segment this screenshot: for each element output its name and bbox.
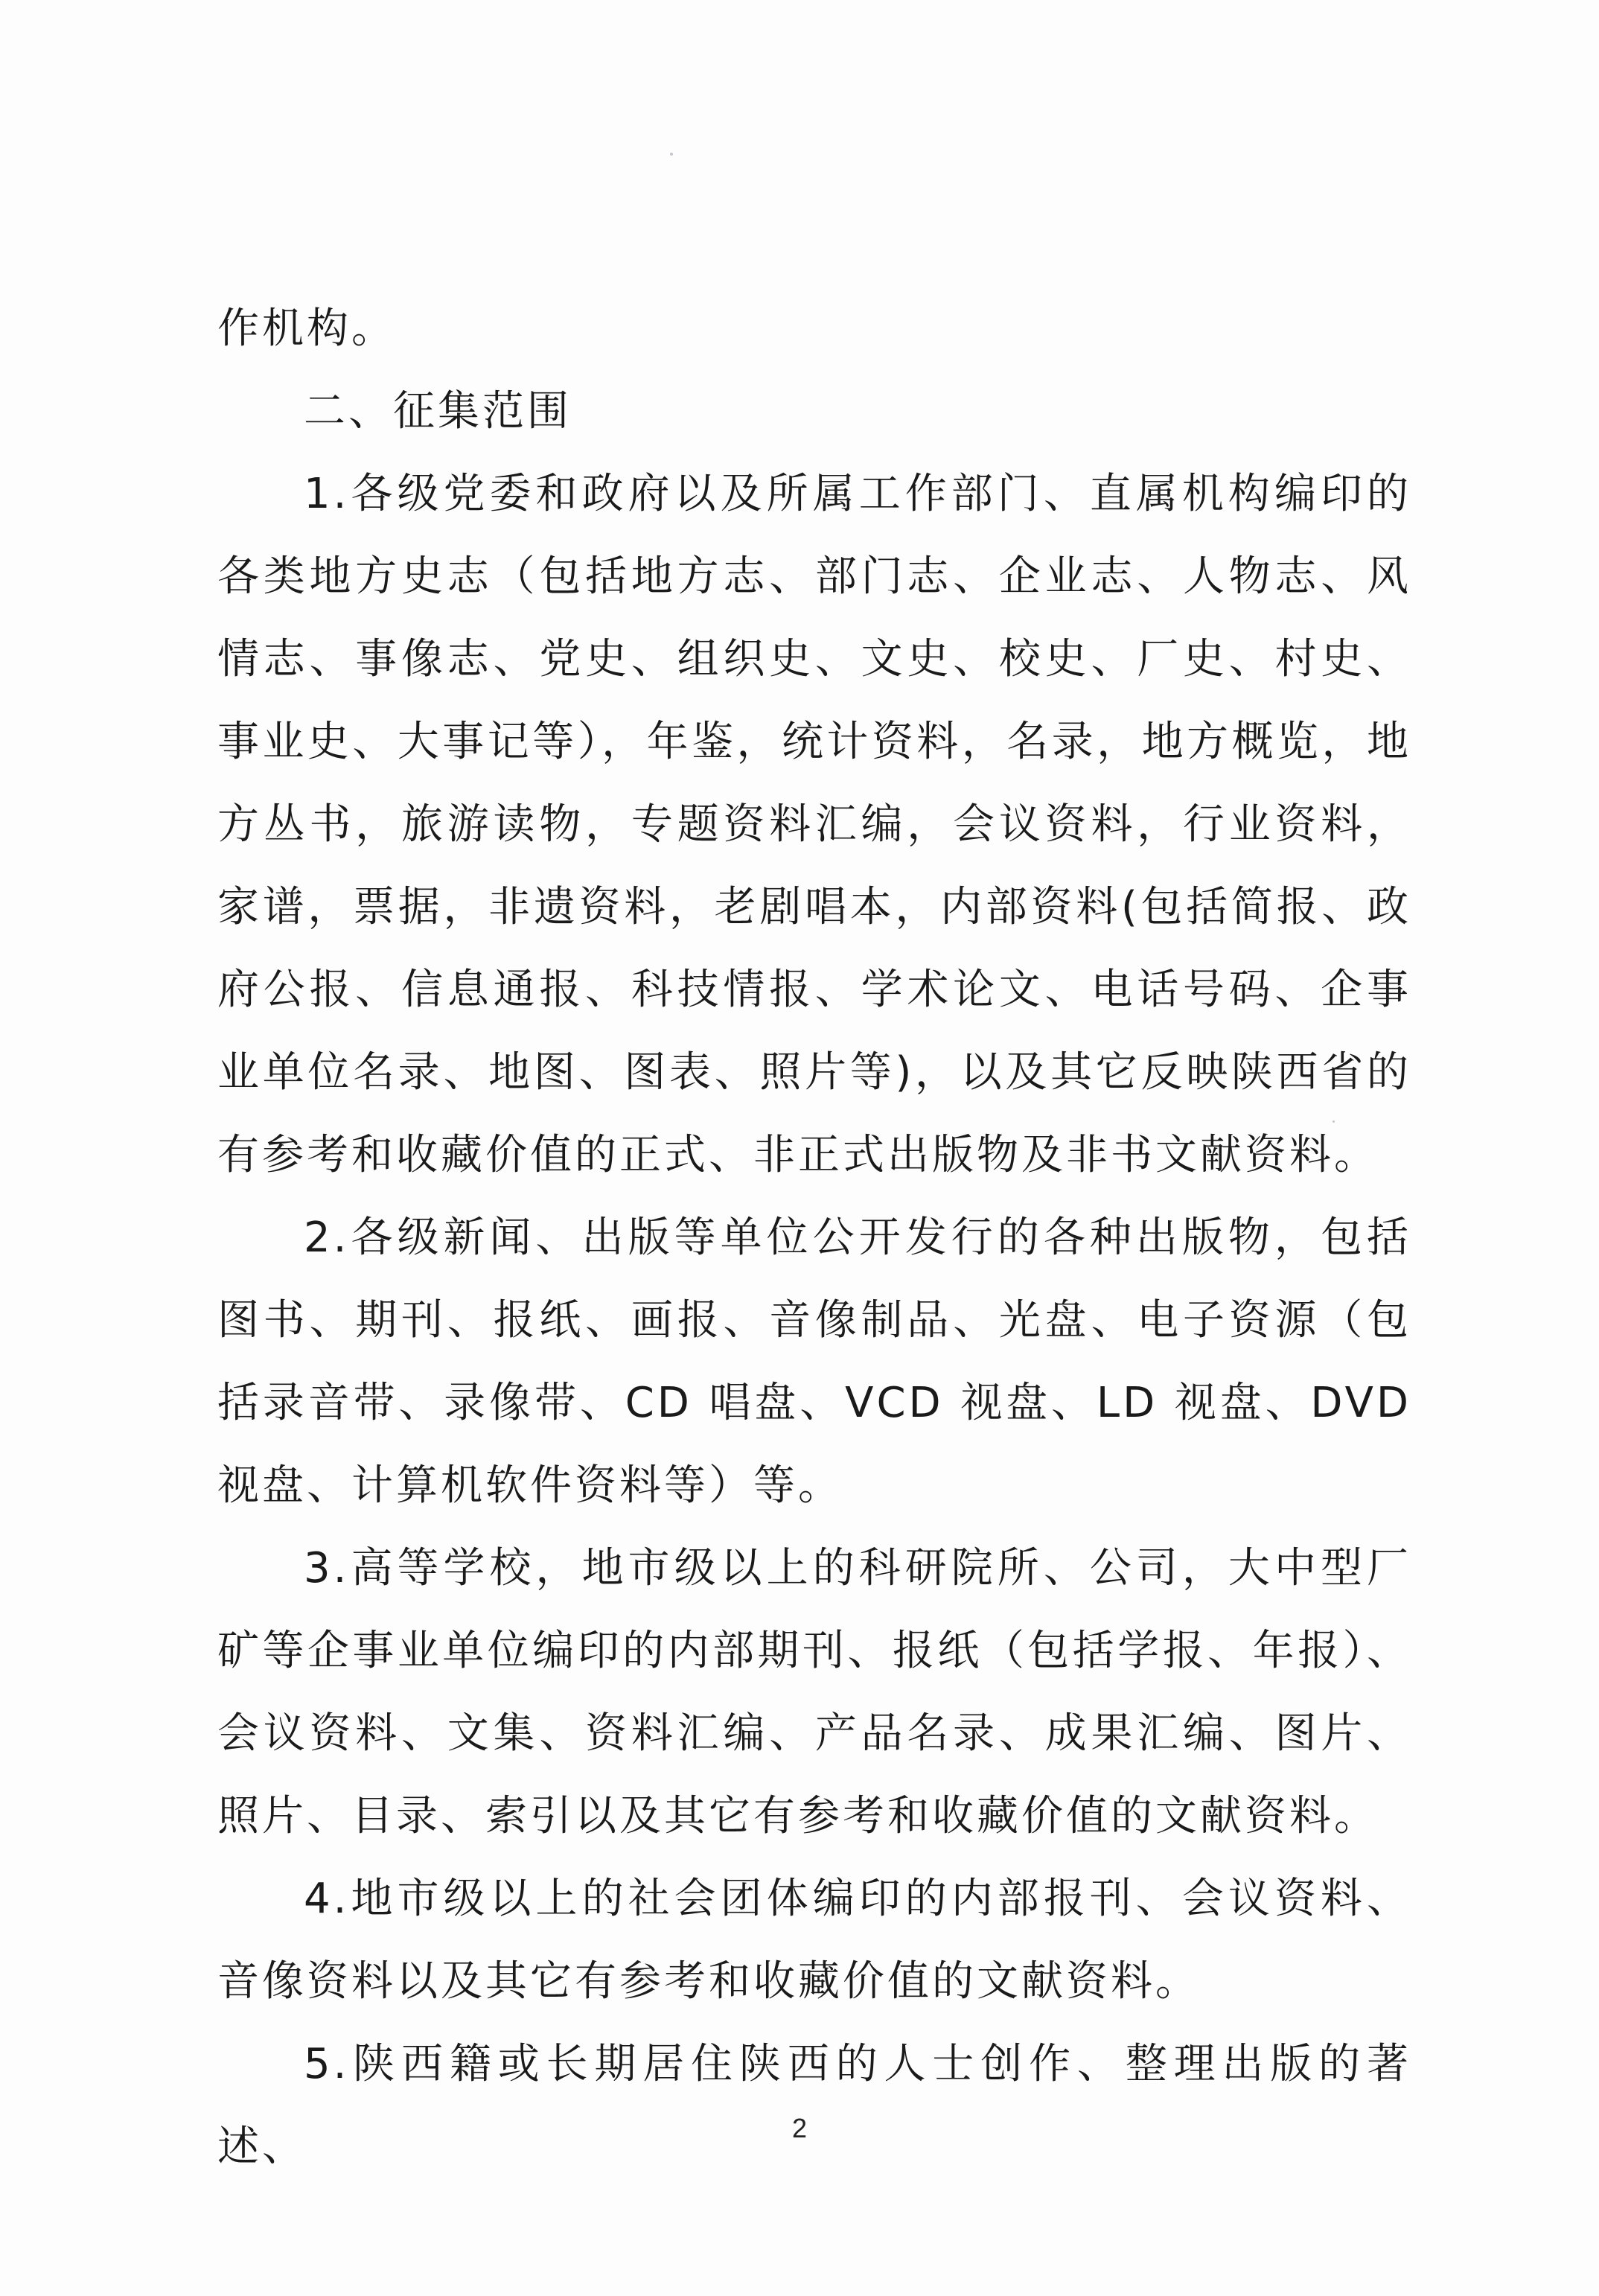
paragraph-item-4: 4.地市级以上的社会团体编印的内部报刊、会议资料、音像资料以及其它有参考和收藏价值的文献资料。 <box>217 1875 1411 2006</box>
paragraph-continuation: 作机构。 <box>217 304 396 353</box>
scan-speck <box>670 153 673 156</box>
page-number: 2 <box>791 2113 808 2143</box>
paragraph-item-1: 1.各级党委和政府以及所属工作部门、直属机构编印的各类地方史志（包括地方志、部门志、企业志、人物志、风情志、事像志、党史、组织史、文史、校史、厂史、村史、事业史、大事记等），年鉴，统计资料，名录，地方概览，地方丛书，旅游读物，专题资料汇编，会议资料，行业资料，家谱，票据，非遗资料，老剧唱本，内部资料(包括简报、政府公报、信息通报、科技情报、学术论文、电话号码、企事业单位名录、地图、图表、照片等)，以及其它反映陕西省的有参考和收藏价值的正式、非正式出版物及非书文献资料。 <box>217 470 1411 1179</box>
paragraph-item-5: 5.陕西籍或长期居住陕西的人士创作、整理出版的著述、 <box>217 2040 1411 2171</box>
document-body <box>217 287 1411 2188</box>
section-heading-collection-scope: 二、征集范围 <box>304 387 572 436</box>
paragraph-item-3: 3.高等学校，地市级以上的科研院所、公司，大中型厂矿等企事业单位编印的内部期刊、报纸（包括学报、年报）、会议资料、文集、资料汇编、产品名录、成果汇编、图片、照片、目录、索引以及其它有参考和收藏价值的文献资料。 <box>217 1544 1411 1840</box>
paragraph-item-2: 2.各级新闻、出版等单位公开发行的各种出版物，包括图书、期刊、报纸、画报、音像制品、光盘、电子资源（包括录音带、录像带、CD 唱盘、VCD 视盘、LD 视盘、DVD 视盘、计算机软件资料等）等。 <box>217 1214 1411 1510</box>
